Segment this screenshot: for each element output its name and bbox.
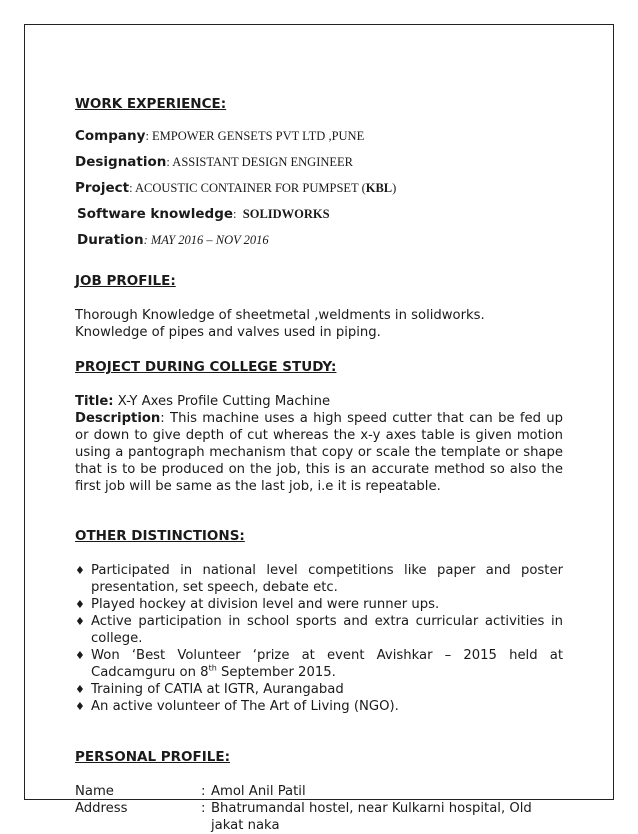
distinction-text: Active participation in school sports and extra curricular activities in college.: [91, 614, 563, 646]
project-title-label: Title:: [75, 394, 114, 409]
diamond-bullet-icon: ♦: [75, 598, 85, 611]
address-value: Bhatrumandal hostel, near Kulkarni hospital, Old jakat naka: [211, 801, 532, 833]
diamond-bullet-icon: ♦: [75, 564, 85, 577]
diamond-bullet-icon: ♦: [75, 649, 85, 662]
diamond-bullet-icon: ♦: [75, 615, 85, 628]
list-item: [75, 562, 563, 596]
company-label: Company: [75, 128, 146, 144]
ordinal-suffix: th: [208, 663, 217, 673]
distinction-text: Won ‘Best Volunteer ‘prize at event Avishkar – 2015 held at Cadcamguru on 8: [91, 648, 563, 680]
address-colon: :: [201, 801, 206, 816]
designation-label: Designation: [75, 154, 167, 170]
project-row: [75, 179, 563, 198]
duration-value: : MAY 2016 – NOV 2016: [143, 233, 269, 247]
address-row: [75, 800, 563, 834]
designation-row: [75, 153, 563, 172]
project-value-a: : ACOUSTIC CONTAINER FOR PUMPSET (: [129, 181, 366, 195]
list-item: [75, 647, 563, 681]
distinction-text: Played hockey at division level and were runner ups.: [91, 597, 440, 612]
work-experience-heading: WORK EXPERIENCE:: [75, 96, 227, 112]
software-label: Software knowledge: [77, 206, 234, 222]
duration-row: [77, 231, 563, 250]
job-profile-line: Thorough Knowledge of sheetmetal ,weldments in solidworks.: [75, 308, 485, 323]
project-value-c: ): [392, 181, 397, 195]
duration-label: Duration: [77, 232, 144, 248]
college-project-body: [75, 393, 563, 495]
project-label: Project: [75, 180, 130, 196]
company-value: : EMPOWER GENSETS PVT LTD ,PUNE: [145, 129, 365, 143]
name-colon: :: [201, 784, 206, 799]
software-value: SOLIDWORKS: [242, 207, 330, 221]
job-profile-body: [75, 307, 563, 341]
name-row: [75, 783, 563, 800]
job-profile-heading: JOB PROFILE:: [75, 273, 176, 289]
address-label: Address: [75, 801, 128, 816]
project-title-row: [75, 393, 563, 410]
distinctions-heading: OTHER DISTINCTIONS:: [75, 528, 245, 544]
page-content: [75, 73, 563, 834]
diamond-bullet-icon: ♦: [75, 683, 85, 696]
list-item: [75, 681, 563, 698]
name-label: Name: [75, 784, 114, 799]
diamond-bullet-icon: ♦: [75, 700, 85, 713]
list-item: [75, 613, 563, 647]
project-description-text: : This machine uses a high speed cutter that can be fed up or down to give depth of cut whereas the x-y axes table is given motion using a pantograph mechanism that copy or scale the template or shape that is to be produced on the job, this is an accurate method so also the first job will be same as the last job, i.e it is repeatable.: [75, 411, 563, 494]
project-description: [75, 410, 563, 495]
resume-page: [24, 24, 614, 833]
distinction-text: An active volunteer of The Art of Living (NGO).: [91, 699, 399, 714]
project-title-value: X-Y Axes Profile Cutting Machine: [113, 394, 331, 409]
software-row: [77, 205, 563, 224]
distinction-text: Training of CATIA at IGTR, Aurangabad: [91, 682, 344, 697]
distinctions-list: [75, 562, 563, 715]
distinction-text: Participated in national level competitions like paper and poster presentation, set speech, debate etc.: [91, 563, 563, 595]
project-value-kbl: KBL: [365, 181, 393, 195]
company-row: [75, 127, 563, 146]
project-description-label: Description: [75, 411, 161, 426]
college-project-heading: PROJECT DURING COLLEGE STUDY:: [75, 359, 337, 375]
personal-profile-body: [75, 783, 563, 834]
software-colon: :: [233, 207, 243, 221]
personal-profile-heading: PERSONAL PROFILE:: [75, 749, 230, 765]
distinction-text-end: September 2015.: [216, 665, 336, 680]
name-value: Amol Anil Patil: [211, 784, 306, 799]
list-item: [75, 596, 563, 613]
list-item: [75, 698, 563, 715]
job-profile-line: Knowledge of pipes and valves used in piping.: [75, 325, 381, 340]
designation-value: : ASSISTANT DESIGN ENGINEER: [166, 155, 354, 169]
